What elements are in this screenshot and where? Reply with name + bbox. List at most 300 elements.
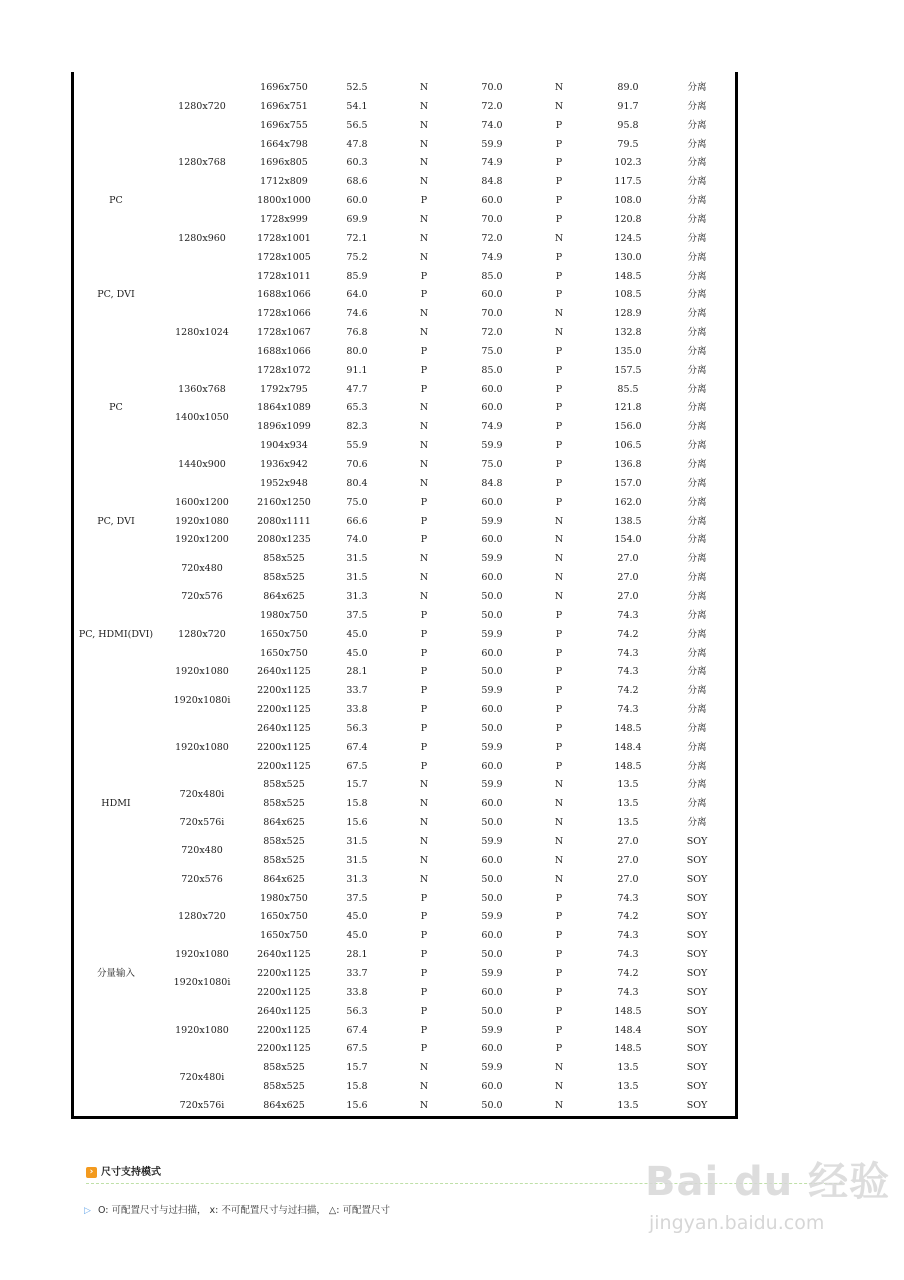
cell-v-polarity: P [555, 251, 563, 263]
cell-pixel-clock: 108.5 [614, 289, 642, 301]
cell-h-polarity: P [420, 949, 428, 961]
cell-h-polarity: P [420, 195, 428, 207]
cell-h-freq: 56.3 [346, 722, 368, 734]
cell-v-freq: 72.0 [481, 232, 503, 244]
cell-sync-type: SOY [686, 930, 708, 942]
cell-v-freq: 60.0 [481, 930, 503, 942]
cell-h-freq: 33.7 [346, 967, 368, 979]
cell-v-polarity: N [554, 1062, 564, 1074]
cell-v-polarity: N [554, 798, 564, 810]
cell-v-freq: 50.0 [481, 1099, 503, 1111]
cell-sync-type: 分离 [687, 308, 707, 320]
cell-total-timing: 2640x1125 [257, 1005, 311, 1017]
resolution-label: 1280x768 [178, 157, 226, 169]
cell-v-freq: 84.8 [481, 477, 503, 489]
cell-sync-type: SOY [686, 1062, 708, 1074]
cell-pixel-clock: 106.5 [614, 440, 642, 452]
cell-h-freq: 31.5 [346, 836, 368, 847]
cell-v-polarity: P [555, 345, 563, 357]
cell-sync-type: 分离 [687, 176, 707, 188]
cell-sync-type: SOY [686, 1043, 708, 1055]
cell-h-polarity: N [419, 100, 429, 112]
cell-h-freq: 28.1 [346, 666, 368, 678]
cell-h-freq: 67.5 [346, 760, 368, 772]
cell-h-freq: 60.3 [346, 157, 368, 169]
cell-v-polarity: P [555, 496, 563, 508]
cell-pixel-clock: 148.5 [614, 1005, 642, 1017]
cell-v-freq: 74.0 [481, 119, 503, 131]
cell-pixel-clock: 121.8 [614, 402, 642, 414]
cell-pixel-clock: 130.0 [614, 251, 642, 263]
cell-v-freq: 85.0 [481, 364, 503, 376]
cell-sync-type: 分离 [687, 440, 707, 452]
cell-v-polarity: N [554, 1081, 564, 1093]
cell-total-timing: 2200x1125 [257, 704, 311, 716]
cell-pixel-clock: 95.8 [617, 119, 639, 131]
cell-v-freq: 50.0 [481, 609, 503, 621]
cell-h-freq: 72.1 [346, 232, 368, 244]
cell-h-freq: 15.7 [346, 1062, 368, 1074]
cell-h-polarity: P [420, 1043, 428, 1055]
cell-h-freq: 31.5 [346, 572, 368, 584]
cell-h-freq: 37.5 [346, 609, 368, 621]
cell-h-freq: 56.3 [346, 1005, 368, 1017]
cell-h-polarity: N [419, 327, 429, 339]
cell-v-freq: 50.0 [481, 949, 503, 961]
cell-h-freq: 47.7 [346, 383, 368, 395]
cell-v-polarity: P [555, 647, 563, 659]
cell-total-timing: 2200x1125 [257, 741, 311, 753]
cell-h-polarity: P [420, 515, 428, 527]
cell-sync-type: SOY [686, 967, 708, 979]
cell-total-timing: 1800x1000 [257, 195, 311, 207]
cell-v-freq: 60.0 [481, 572, 503, 584]
cell-v-polarity: P [555, 1043, 563, 1055]
cell-v-freq: 60.0 [481, 854, 503, 866]
cell-sync-type: 分离 [687, 685, 707, 697]
cell-h-freq: 56.5 [346, 119, 368, 131]
resolution-label: 1920x1080i [173, 977, 231, 989]
cell-sync-type: SOY [686, 1099, 708, 1111]
cell-h-polarity: P [420, 911, 428, 923]
cell-sync-type: 分离 [687, 760, 707, 772]
cell-pixel-clock: 13.5 [617, 798, 639, 810]
cell-total-timing: 1728x1011 [257, 270, 311, 282]
cell-h-polarity: N [419, 176, 429, 188]
cell-h-polarity: P [420, 289, 428, 301]
cell-sync-type: 分离 [687, 666, 707, 678]
cell-sync-type: SOY [686, 836, 708, 847]
cell-h-freq: 54.1 [346, 100, 368, 112]
cell-h-freq: 55.9 [346, 440, 368, 452]
cell-h-polarity: P [420, 270, 428, 282]
cell-pixel-clock: 13.5 [617, 1062, 639, 1074]
cell-h-polarity: P [420, 534, 428, 546]
watermark [645, 1142, 891, 1252]
resolution-label: 1600x1200 [175, 496, 229, 508]
cell-v-freq: 59.9 [481, 138, 503, 150]
cell-total-timing: 2200x1125 [257, 685, 311, 697]
cell-pixel-clock: 74.3 [617, 666, 639, 678]
cell-pixel-clock: 13.5 [617, 817, 639, 829]
cell-total-timing: 1664x798 [260, 138, 308, 150]
cell-v-polarity: P [555, 1005, 563, 1017]
cell-pixel-clock: 74.2 [617, 685, 639, 697]
cell-total-timing: 2160x1250 [257, 496, 311, 508]
cell-h-polarity: N [419, 459, 429, 470]
cell-h-freq: 15.8 [346, 1081, 368, 1093]
cell-sync-type: SOY [686, 986, 708, 998]
cell-v-polarity: N [554, 553, 564, 565]
cell-v-freq: 50.0 [481, 817, 503, 829]
cell-pixel-clock: 154.0 [614, 534, 642, 546]
cell-sync-type: 分离 [687, 515, 707, 527]
cell-v-polarity: P [555, 685, 563, 697]
cell-v-polarity: P [555, 421, 563, 433]
cell-pixel-clock: 74.3 [617, 647, 639, 659]
cell-v-freq: 59.9 [481, 911, 503, 923]
cell-total-timing: 1728x1005 [257, 251, 311, 263]
cell-sync-type: 分离 [687, 534, 707, 546]
cell-total-timing: 1728x1072 [257, 364, 311, 376]
cell-sync-type: 分离 [687, 213, 707, 225]
cell-v-freq: 70.0 [481, 308, 503, 320]
input-source-label: PC [109, 402, 123, 414]
watermark-url: jingyan.baidu.com [649, 1212, 825, 1234]
cell-pixel-clock: 91.7 [617, 100, 639, 112]
cell-h-polarity: P [420, 364, 428, 376]
resolution-label: 1920x1080 [175, 666, 229, 678]
cell-h-polarity: P [420, 666, 428, 678]
cell-pixel-clock: 117.5 [614, 176, 642, 188]
input-source-label: 分量输入 [96, 967, 136, 979]
cell-sync-type: 分离 [687, 195, 707, 207]
cell-sync-type: 分离 [687, 421, 707, 433]
cell-pixel-clock: 79.5 [617, 138, 639, 150]
cell-h-freq: 75.2 [346, 251, 368, 263]
cell-h-polarity: N [419, 553, 429, 565]
cell-h-freq: 85.9 [346, 270, 368, 282]
cell-v-polarity: P [555, 157, 563, 169]
cell-v-freq: 50.0 [481, 892, 503, 904]
cell-h-polarity: N [419, 82, 429, 93]
cell-v-freq: 75.0 [481, 459, 503, 470]
cell-sync-type: 分离 [687, 609, 707, 621]
resolution-label: 720x480 [181, 562, 223, 574]
cell-pixel-clock: 27.0 [617, 836, 639, 847]
input-source-label: PC, DVI [97, 515, 135, 527]
cell-pixel-clock: 74.2 [617, 967, 639, 979]
cell-h-freq: 75.0 [346, 496, 368, 508]
cell-total-timing: 2640x1125 [257, 949, 311, 961]
cell-h-freq: 74.0 [346, 534, 368, 546]
cell-h-polarity: P [420, 496, 428, 508]
cell-h-freq: 33.7 [346, 685, 368, 697]
cell-h-freq: 45.0 [346, 647, 368, 659]
cell-total-timing: 1728x999 [260, 213, 308, 225]
resolution-label: 720x576 [181, 873, 223, 885]
cell-h-polarity: P [420, 647, 428, 659]
cell-sync-type: 分离 [687, 119, 707, 131]
cell-total-timing: 864x625 [263, 590, 305, 602]
cell-h-polarity: N [419, 1099, 429, 1111]
cell-h-freq: 91.1 [346, 364, 368, 376]
cell-h-freq: 33.8 [346, 986, 368, 998]
cell-h-polarity: N [419, 421, 429, 433]
cell-pixel-clock: 85.5 [617, 383, 639, 395]
resolution-label: 1400x1050 [175, 411, 229, 423]
resolution-label: 1280x720 [178, 628, 226, 640]
cell-h-polarity: N [419, 232, 429, 244]
cell-sync-type: SOY [686, 1024, 708, 1036]
cell-pixel-clock: 124.5 [614, 232, 642, 244]
resolution-label: 1920x1080 [175, 949, 229, 961]
resolution-label: 1920x1080 [175, 1024, 229, 1036]
cell-pixel-clock: 27.0 [617, 873, 639, 885]
cell-h-polarity: P [420, 383, 428, 395]
cell-v-polarity: P [555, 704, 563, 716]
cell-h-polarity: N [419, 572, 429, 584]
watermark-logo: Bai du 经验 [645, 1159, 891, 1205]
resolution-label: 1440x900 [178, 459, 226, 470]
cell-sync-type: 分离 [687, 704, 707, 716]
cell-v-freq: 60.0 [481, 647, 503, 659]
cell-v-polarity: N [554, 82, 564, 93]
cell-h-polarity: N [419, 1081, 429, 1093]
cell-v-freq: 59.9 [481, 967, 503, 979]
cell-pixel-clock: 102.3 [614, 157, 642, 169]
cell-v-polarity: N [554, 572, 564, 584]
cell-v-freq: 74.9 [481, 157, 503, 169]
cell-sync-type: 分离 [687, 82, 707, 93]
cell-pixel-clock: 148.5 [614, 722, 642, 734]
cell-v-polarity: P [555, 628, 563, 640]
resolution-label: 720x576 [181, 590, 223, 602]
cell-v-polarity: P [555, 722, 563, 734]
resolution-label: 1280x960 [178, 232, 226, 244]
cell-total-timing: 1650x750 [260, 628, 308, 640]
cell-h-freq: 52.5 [346, 82, 368, 93]
cell-h-freq: 28.1 [346, 949, 368, 961]
cell-h-polarity: P [420, 1024, 428, 1036]
cell-v-freq: 59.9 [481, 628, 503, 640]
cell-sync-type: 分离 [687, 553, 707, 565]
note-text: O: 可配置尺寸与过扫描， x: 不可配置尺寸与过扫描， △: 可配置尺寸 [98, 1205, 390, 1216]
cell-v-freq: 74.9 [481, 251, 503, 263]
cell-v-polarity: N [554, 817, 564, 829]
cell-h-polarity: P [420, 628, 428, 640]
cell-h-freq: 45.0 [346, 628, 368, 640]
cell-h-freq: 68.6 [346, 176, 368, 188]
cell-v-polarity: P [555, 930, 563, 942]
cell-v-freq: 60.0 [481, 1043, 503, 1055]
cell-total-timing: 2200x1125 [257, 1024, 311, 1036]
cell-v-freq: 74.9 [481, 421, 503, 433]
cell-sync-type: SOY [686, 892, 708, 904]
cell-pixel-clock: 74.3 [617, 609, 639, 621]
cell-v-freq: 60.0 [481, 1081, 503, 1093]
cell-h-polarity: N [419, 251, 429, 263]
cell-v-polarity: P [555, 666, 563, 678]
cell-total-timing: 858x525 [263, 1081, 305, 1093]
cell-h-polarity: P [420, 609, 428, 621]
cell-total-timing: 2200x1125 [257, 986, 311, 998]
cell-total-timing: 1696x755 [260, 119, 308, 131]
resolution-label: 720x576i [179, 817, 225, 829]
cell-v-freq: 60.0 [481, 195, 503, 207]
cell-h-freq: 15.7 [346, 779, 368, 791]
cell-v-polarity: P [555, 949, 563, 961]
cell-v-freq: 60.0 [481, 289, 503, 301]
cell-total-timing: 1696x750 [260, 82, 308, 93]
input-source-label: PC [109, 195, 123, 207]
cell-v-polarity: P [555, 440, 563, 452]
cell-total-timing: 858x525 [263, 854, 305, 866]
cell-v-freq: 84.8 [481, 176, 503, 188]
cell-v-polarity: P [555, 911, 563, 923]
cell-v-polarity: N [554, 308, 564, 320]
cell-v-freq: 50.0 [481, 1005, 503, 1017]
cell-h-polarity: P [420, 930, 428, 942]
cell-v-polarity: P [555, 1024, 563, 1036]
cell-v-freq: 50.0 [481, 590, 503, 602]
cell-h-polarity: P [420, 345, 428, 357]
cell-v-freq: 59.9 [481, 553, 503, 565]
cell-sync-type: 分离 [687, 345, 707, 357]
cell-sync-type: 分离 [687, 647, 707, 659]
cell-sync-type: 分离 [687, 817, 707, 829]
cell-total-timing: 1650x750 [260, 647, 308, 659]
cell-total-timing: 1896x1099 [257, 421, 311, 433]
cell-v-freq: 59.9 [481, 515, 503, 527]
cell-total-timing: 1712x809 [260, 176, 308, 188]
cell-sync-type: 分离 [687, 157, 707, 169]
cell-h-freq: 69.9 [346, 213, 368, 225]
cell-v-polarity: P [555, 609, 563, 621]
cell-h-freq: 74.6 [346, 308, 368, 320]
cell-total-timing: 2080x1111 [257, 515, 311, 527]
cell-total-timing: 1792x795 [260, 383, 308, 395]
cell-pixel-clock: 148.5 [614, 1043, 642, 1055]
cell-v-polarity: N [554, 779, 564, 791]
cell-total-timing: 2200x1125 [257, 967, 311, 979]
cell-h-freq: 64.0 [346, 289, 368, 301]
cell-v-freq: 75.0 [481, 345, 503, 357]
resolution-label: 1920x1200 [175, 534, 229, 546]
cell-pixel-clock: 108.0 [614, 195, 642, 207]
cell-v-polarity: P [555, 477, 563, 489]
input-source-label: PC, HDMI(DVI) [78, 628, 154, 640]
cell-h-polarity: N [419, 308, 429, 320]
cell-sync-type: SOY [686, 911, 708, 923]
resolution-label: 1360x768 [178, 383, 226, 395]
cell-v-freq: 70.0 [481, 213, 503, 225]
cell-total-timing: 1952x948 [260, 477, 308, 489]
cell-v-polarity: P [555, 195, 563, 207]
cell-h-polarity: N [419, 1062, 429, 1074]
cell-sync-type: 分离 [687, 628, 707, 640]
cell-v-polarity: N [554, 836, 564, 847]
cell-h-polarity: N [419, 798, 429, 810]
cell-pixel-clock: 135.0 [614, 345, 642, 357]
cell-h-polarity: N [419, 138, 429, 150]
cell-h-freq: 60.0 [346, 195, 368, 207]
cell-v-freq: 59.9 [481, 779, 503, 791]
cell-sync-type: SOY [686, 854, 708, 866]
cell-sync-type: 分离 [687, 477, 707, 489]
cell-pixel-clock: 74.3 [617, 704, 639, 716]
resolution-label: 1280x720 [178, 911, 226, 923]
cell-h-freq: 31.5 [346, 553, 368, 565]
cell-pixel-clock: 148.5 [614, 270, 642, 282]
cell-total-timing: 1728x1001 [257, 232, 311, 244]
cell-total-timing: 1936x942 [260, 459, 308, 470]
cell-total-timing: 2200x1125 [257, 1043, 311, 1055]
cell-total-timing: 1688x1066 [257, 345, 311, 357]
cell-h-polarity: N [419, 402, 429, 414]
cell-h-polarity: P [420, 685, 428, 697]
resolution-label: 1280x1024 [175, 327, 229, 339]
resolution-label: 720x480i [179, 788, 225, 800]
cell-total-timing: 858x525 [263, 798, 305, 810]
cell-total-timing: 1980x750 [260, 892, 308, 904]
resolution-label: 720x480 [181, 845, 223, 857]
cell-sync-type: SOY [686, 949, 708, 961]
cell-h-polarity: N [419, 817, 429, 829]
cell-sync-type: 分离 [687, 779, 707, 791]
cell-sync-type: 分离 [687, 327, 707, 339]
cell-h-freq: 67.4 [346, 1024, 368, 1036]
cell-v-freq: 60.0 [481, 383, 503, 395]
cell-sync-type: 分离 [687, 364, 707, 376]
cell-sync-type: 分离 [687, 383, 707, 395]
cell-v-polarity: P [555, 986, 563, 998]
cell-h-polarity: P [420, 1005, 428, 1017]
cell-pixel-clock: 148.4 [614, 741, 642, 753]
cell-v-polarity: P [555, 760, 563, 772]
cell-v-polarity: P [555, 892, 563, 904]
cell-v-polarity: N [554, 590, 564, 602]
cell-pixel-clock: 138.5 [614, 515, 642, 527]
cell-total-timing: 2640x1125 [257, 722, 311, 734]
cell-total-timing: 858x525 [263, 572, 305, 584]
cell-v-freq: 59.9 [481, 1024, 503, 1036]
cell-v-freq: 60.0 [481, 798, 503, 810]
cell-h-polarity: N [419, 836, 429, 847]
cell-pixel-clock: 120.8 [614, 213, 642, 225]
cell-v-freq: 72.0 [481, 327, 503, 339]
cell-v-freq: 59.9 [481, 836, 503, 847]
cell-sync-type: 分离 [687, 138, 707, 150]
cell-sync-type: SOY [686, 1081, 708, 1093]
cell-v-polarity: N [554, 854, 564, 866]
cell-sync-type: 分离 [687, 741, 707, 753]
cell-pixel-clock: 157.0 [614, 477, 642, 489]
cell-v-polarity: P [555, 383, 563, 395]
cell-sync-type: 分离 [687, 100, 707, 112]
cell-v-polarity: P [555, 119, 563, 131]
cell-sync-type: SOY [686, 1005, 708, 1017]
cell-sync-type: 分离 [687, 722, 707, 734]
cell-v-freq: 50.0 [481, 666, 503, 678]
cell-pixel-clock: 132.8 [614, 327, 642, 339]
cell-h-freq: 45.0 [346, 911, 368, 923]
cell-total-timing: 864x625 [263, 873, 305, 885]
resolution-label: 1920x1080i [173, 694, 231, 706]
cell-h-freq: 15.6 [346, 817, 368, 829]
input-source-label: PC, DVI [97, 289, 135, 301]
cell-v-freq: 72.0 [481, 100, 503, 112]
